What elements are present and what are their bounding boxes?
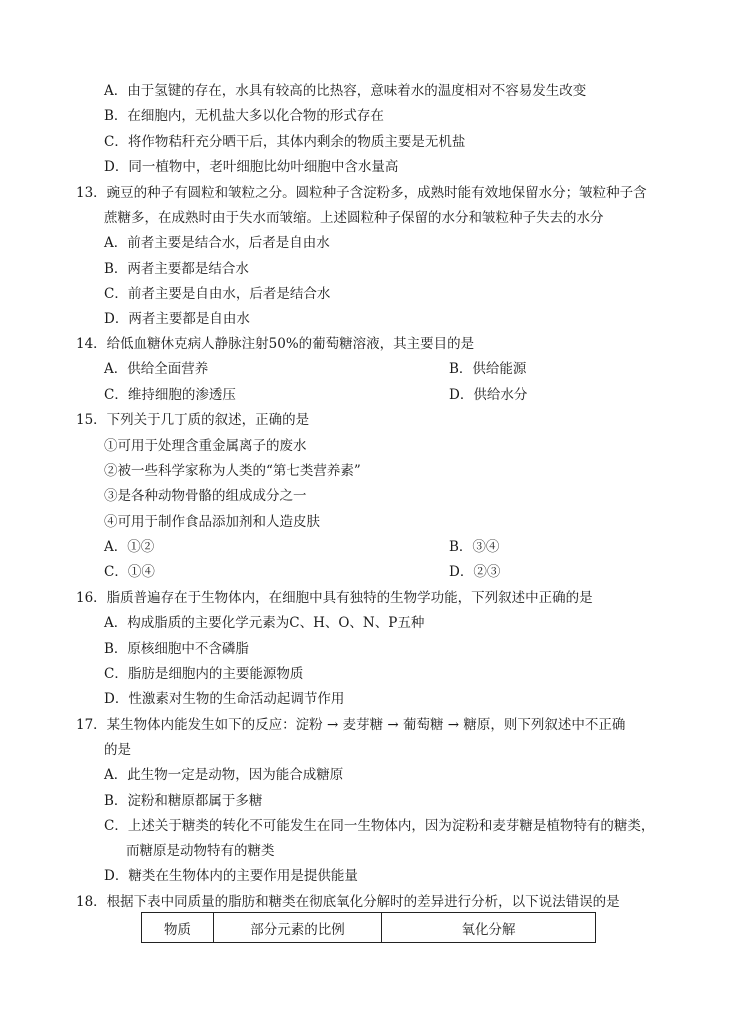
- q12-option-b: B．在细胞内，无机盐大多以化合物的形式存在: [104, 108, 384, 124]
- q17-stem-line1: 17．某生物体内能发生如下的反应：淀粉 → 麦芽糖 → 葡萄糖 → 糖原，则下列叙述中不正确: [76, 717, 626, 733]
- q15-item-3: ③是各种动物骨骼的组成成分之一: [104, 488, 307, 504]
- q13-stem-line1: 13．豌豆的种子有圆粒和皱粒之分。圆粒种子含淀粉多，成熟时能有效地保留水分；皱粒种子含: [76, 185, 647, 201]
- q13-option-d: D．两者主要都是自由水: [104, 311, 250, 327]
- q14-option-a: A．供给全面营养: [104, 361, 209, 377]
- q16-option-b: B．原核细胞中不含磷脂: [104, 641, 249, 657]
- q12-option-c: C．将作物秸秆充分晒干后，其体内剩余的物质主要是无机盐: [104, 134, 466, 150]
- q13-option-b: B．两者主要都是结合水: [104, 261, 249, 277]
- q15-item-1: ①可用于处理含重金属离子的废水: [104, 438, 307, 454]
- q17-stem-line2: 的是: [104, 742, 131, 758]
- q14-option-d: D．供给水分: [449, 387, 528, 403]
- q14-option-c: C．维持细胞的渗透压: [104, 387, 236, 403]
- q15-option-d: D．②③: [449, 564, 501, 580]
- q15-option-c: C．①④: [104, 564, 155, 580]
- q18-stem: 18．根据下表中同质量的脂肪和糖类在彻底氧化分解时的差异进行分析，以下说法错误的是: [76, 894, 620, 910]
- q15-option-b: B．③④: [449, 539, 500, 555]
- q14-option-b: B．供给能源: [449, 361, 527, 377]
- q15-item-4: ④可用于制作食品添加剂和人造皮肤: [104, 514, 320, 530]
- q16-option-d: D．性激素对生物的生命活动起调节作用: [104, 691, 345, 707]
- q15-item-2: ②被一些科学家称为人类的“第七类营养素”: [104, 463, 361, 479]
- q12-option-a: A．由于氢键的存在，水具有较高的比热容，意味着水的温度相对不容易发生改变: [104, 83, 587, 99]
- q17-option-c: C．上述关于糖类的转化不可能发生在同一生物体内，因为淀粉和麦芽糖是植物特有的糖类，: [104, 818, 655, 834]
- q13-option-a: A．前者主要是结合水，后者是自由水: [104, 235, 330, 251]
- q15-stem: 15．下列关于几丁质的叙述，正确的是: [76, 412, 310, 428]
- q12-option-d: D．同一植物中，老叶细胞比幼叶细胞中含水量高: [104, 159, 399, 175]
- q15-option-a: A．①②: [104, 539, 155, 555]
- q13-option-c: C．前者主要是自由水，后者是结合水: [104, 286, 331, 302]
- table-header-element-ratio: 部分元素的比例: [214, 913, 382, 942]
- q17-option-d: D．糖类在生物体内的主要作用是提供能量: [104, 868, 358, 884]
- q13-stem-line2: 蔗糖多，在成熟时由于失水而皱缩。上述圆粒种子保留的水分和皱粒种子失去的水分: [104, 210, 604, 226]
- table-header-substance: 物质: [142, 913, 214, 942]
- q16-option-a: A．构成脂质的主要化学元素为C、H、O、N、P五种: [104, 615, 425, 631]
- q17-option-b: B．淀粉和糖原都属于多糖: [104, 793, 263, 809]
- q14-stem: 14．给低血糖休克病人静脉注射50%的葡萄糖溶液，其主要目的是: [76, 336, 475, 352]
- q16-option-c: C．脂肪是细胞内的主要能源物质: [104, 666, 304, 682]
- q17-option-c-continued: 而糖原是动物特有的糖类: [126, 843, 275, 859]
- q16-stem: 16．脂质普遍存在于生物体内，在细胞中具有独特的生物学功能，下列叙述中正确的是: [76, 590, 593, 606]
- q18-table: [141, 912, 596, 943]
- q17-option-a: A．此生物一定是动物，因为能合成糖原: [104, 767, 344, 783]
- table-header-oxidation: 氧化分解: [461, 921, 516, 938]
